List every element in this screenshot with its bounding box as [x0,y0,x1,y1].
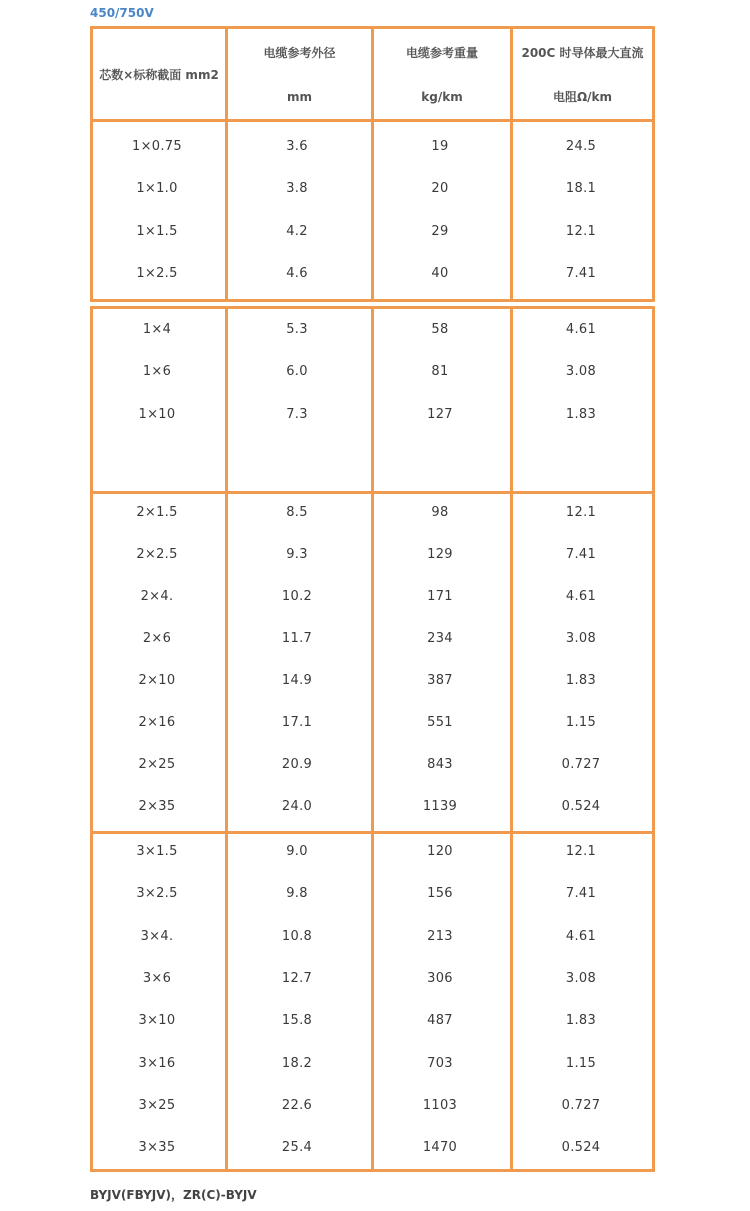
cell-cores-section: 1×6 [142,364,172,380]
cell-weight: 1139 [422,799,458,814]
cell-diameter: 15.8 [281,1013,313,1029]
cell-diameter: 9.0 [286,844,308,859]
cell-diameter: 6.0 [286,364,308,380]
cell-weight: 1470 [422,1140,458,1156]
cell-cores-section: 3×35 [138,1140,176,1156]
cell-diameter: 3.8 [286,181,308,197]
cell-diameter: 22.6 [281,1097,313,1113]
cell-weight: 156 [427,886,453,902]
cell-resistance: 12.1 [565,223,597,239]
cell-resistance: 1.83 [565,1013,597,1029]
cell-diameter: 4.6 [286,265,308,281]
cell-weight: 129 [427,547,453,562]
cell-resistance: 0.727 [561,757,601,772]
cell-weight: 1103 [422,1097,458,1113]
cell-cores-section: 3×10 [138,1013,176,1029]
cell-diameter: 20.9 [281,757,313,772]
cell-resistance: 7.41 [565,547,597,562]
cell-diameter: 9.8 [286,886,308,902]
cell-weight: 171 [427,589,453,604]
cell-resistance: 0.524 [561,799,601,814]
table-block-top [90,26,655,302]
header-weight-unit: kg/km [421,90,463,104]
cell-cores-section: 2×6 [142,631,172,646]
cell-cores-section: 1×1.5 [136,223,178,239]
cell-weight: 98 [431,505,449,520]
cell-weight: 387 [427,673,453,688]
cell-resistance: 3.08 [565,364,597,380]
cell-weight: 703 [427,1055,453,1071]
header-resistance-unit: 电阻Ω/km [552,90,613,104]
cell-diameter: 24.0 [281,799,313,814]
cell-diameter: 8.5 [286,505,308,520]
cell-resistance: 1.15 [565,1055,597,1071]
cell-resistance: 1.83 [565,673,597,688]
header-diameter-unit: mm [286,90,312,104]
cell-cores-section: 2×1.5 [136,505,178,520]
cell-diameter: 12.7 [281,970,313,986]
cell-resistance: 12.1 [565,844,597,859]
table-block-bottom [90,306,655,1172]
cell-diameter: 5.3 [286,322,308,337]
cell-diameter: 17.1 [281,715,313,730]
cell-weight: 127 [427,406,453,422]
cell-cores-section: 3×16 [138,1055,176,1071]
cell-diameter: 4.2 [286,223,308,239]
cell-cores-section: 3×25 [138,1097,176,1113]
cell-resistance: 24.5 [565,139,597,154]
cell-resistance: 4.61 [565,589,597,604]
cell-diameter: 10.8 [281,928,313,944]
header-resistance: 200C 时导体最大直流 [521,46,644,60]
cell-diameter: 25.4 [281,1140,313,1156]
cell-resistance: 1.15 [565,715,597,730]
cell-cores-section: 2×16 [138,715,176,730]
cell-cores-section: 2×4. [140,589,174,604]
cell-weight: 29 [431,223,449,239]
cell-diameter: 18.2 [281,1055,313,1071]
cell-weight: 213 [427,928,453,944]
cell-cores-section: 3×1.5 [136,844,178,859]
cell-weight: 306 [427,970,453,986]
cell-weight: 20 [431,181,449,197]
header-cores-section: 芯数×标称截面 mm2 [99,68,219,82]
cell-cores-section: 3×6 [142,970,172,986]
cell-weight: 551 [427,715,453,730]
cell-resistance: 18.1 [565,181,597,197]
cell-weight: 58 [431,322,449,337]
header-weight: 电缆参考重量 [405,46,478,60]
cell-cores-section: 3×4. [140,928,174,944]
cell-cores-section: 2×10 [138,673,176,688]
cell-resistance: 4.61 [565,928,597,944]
cell-cores-section: 1×0.75 [132,139,182,154]
cell-resistance: 1.83 [565,406,597,422]
cell-cores-section: 3×2.5 [136,886,178,902]
cell-diameter: 3.6 [286,139,308,154]
cell-resistance: 3.08 [565,970,597,986]
cell-resistance: 4.61 [565,322,597,337]
header-diameter: 电缆参考外径 [263,46,336,60]
cell-cores-section: 2×35 [138,799,176,814]
cell-resistance: 3.08 [565,631,597,646]
cell-diameter: 7.3 [286,406,308,422]
cell-cores-section: 2×25 [138,757,176,772]
cell-weight: 81 [431,364,449,380]
cell-resistance: 0.727 [561,1097,601,1113]
cell-cores-section: 1×4 [142,322,172,337]
cell-weight: 40 [431,265,449,281]
cell-resistance: 7.41 [565,886,597,902]
cell-diameter: 10.2 [281,589,313,604]
cell-weight: 487 [427,1013,453,1029]
cell-weight: 19 [431,139,449,154]
cell-cores-section: 1×1.0 [136,181,178,197]
cell-resistance: 7.41 [565,265,597,281]
cell-weight: 234 [427,631,453,646]
cell-weight: 843 [427,757,453,772]
cell-resistance: 0.524 [561,1140,601,1156]
cell-diameter: 11.7 [281,631,313,646]
cell-cores-section: 2×2.5 [136,547,178,562]
cell-diameter: 14.9 [281,673,313,688]
voltage-label: 450/750V [90,6,154,20]
cell-weight: 120 [427,844,453,859]
cell-resistance: 12.1 [565,505,597,520]
cell-diameter: 9.3 [286,547,308,562]
cell-cores-section: 1×10 [138,406,176,422]
cell-cores-section: 1×2.5 [136,265,178,281]
footer-model-codes: BYJV(FBYJV)，ZR(C)-BYJV [90,1188,257,1202]
